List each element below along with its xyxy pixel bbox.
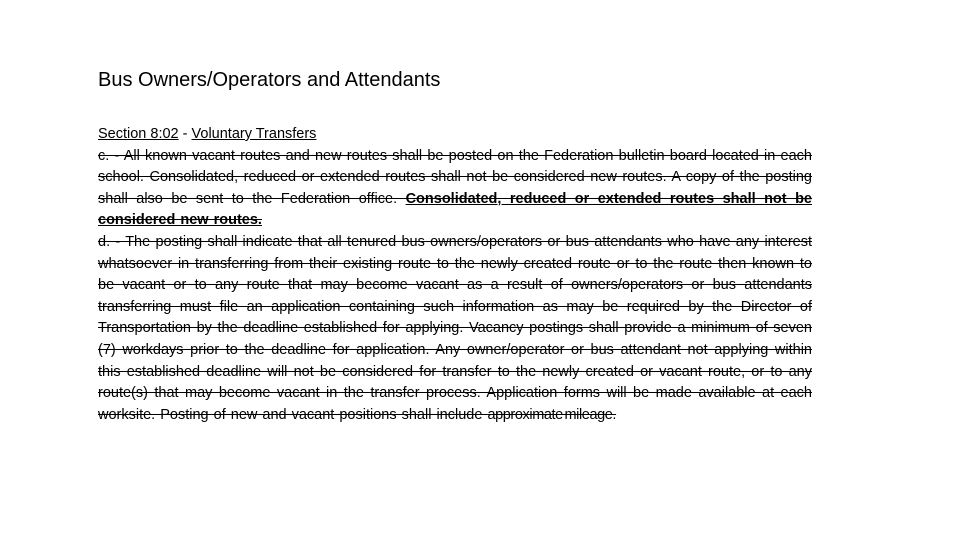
section-separator: - [178,126,192,142]
paragraph-c [98,146,812,232]
paragraph-d [98,232,812,426]
content-body [98,124,812,426]
slide-title: Bus Owners/Operators and Attendants [98,69,441,91]
section-heading [98,124,812,146]
paragraph-d-tail: approximate mileage. [487,406,617,423]
paragraph-c-text: c. - All known vacant routes and new routes shall be posted on the Federation bulletin board located in each school. Consolidated, reduced or extended routes shall not be considered new routes. A copy of the posting shall also be sent to the Federation office. [98,147,812,207]
section-name: Voluntary Transfers [191,126,317,142]
section-number: Section 8:02 [98,126,179,142]
paragraph-c-emphasis: Consolidated, reduced or extended routes shall not be considered new routes. [98,190,812,229]
paragraph-d-text: d. - The posting shall indicate that all tenured bus owners/operators or bus attendants who have any interest whatsoever in transferring from their existing route to the newly created route or to the route then known to be vacant or to any route that may become vacant as a result of owners/operators or bus attendants transferring must file an application containing such information as may be required by the Director of Transportation by the deadline established for applying. Vacancy postings shall provide a minimum of seven (7) workdays prior to the deadline for application. Any owner/operator or bus attendant not applying within this established deadline will not be considered for transfer to the newly created or vacant route, or to any route(s) that may become vacant in the transfer process. Application forms will be made available at each worksite. Posting of new and vacant positions shall include [98,233,812,423]
